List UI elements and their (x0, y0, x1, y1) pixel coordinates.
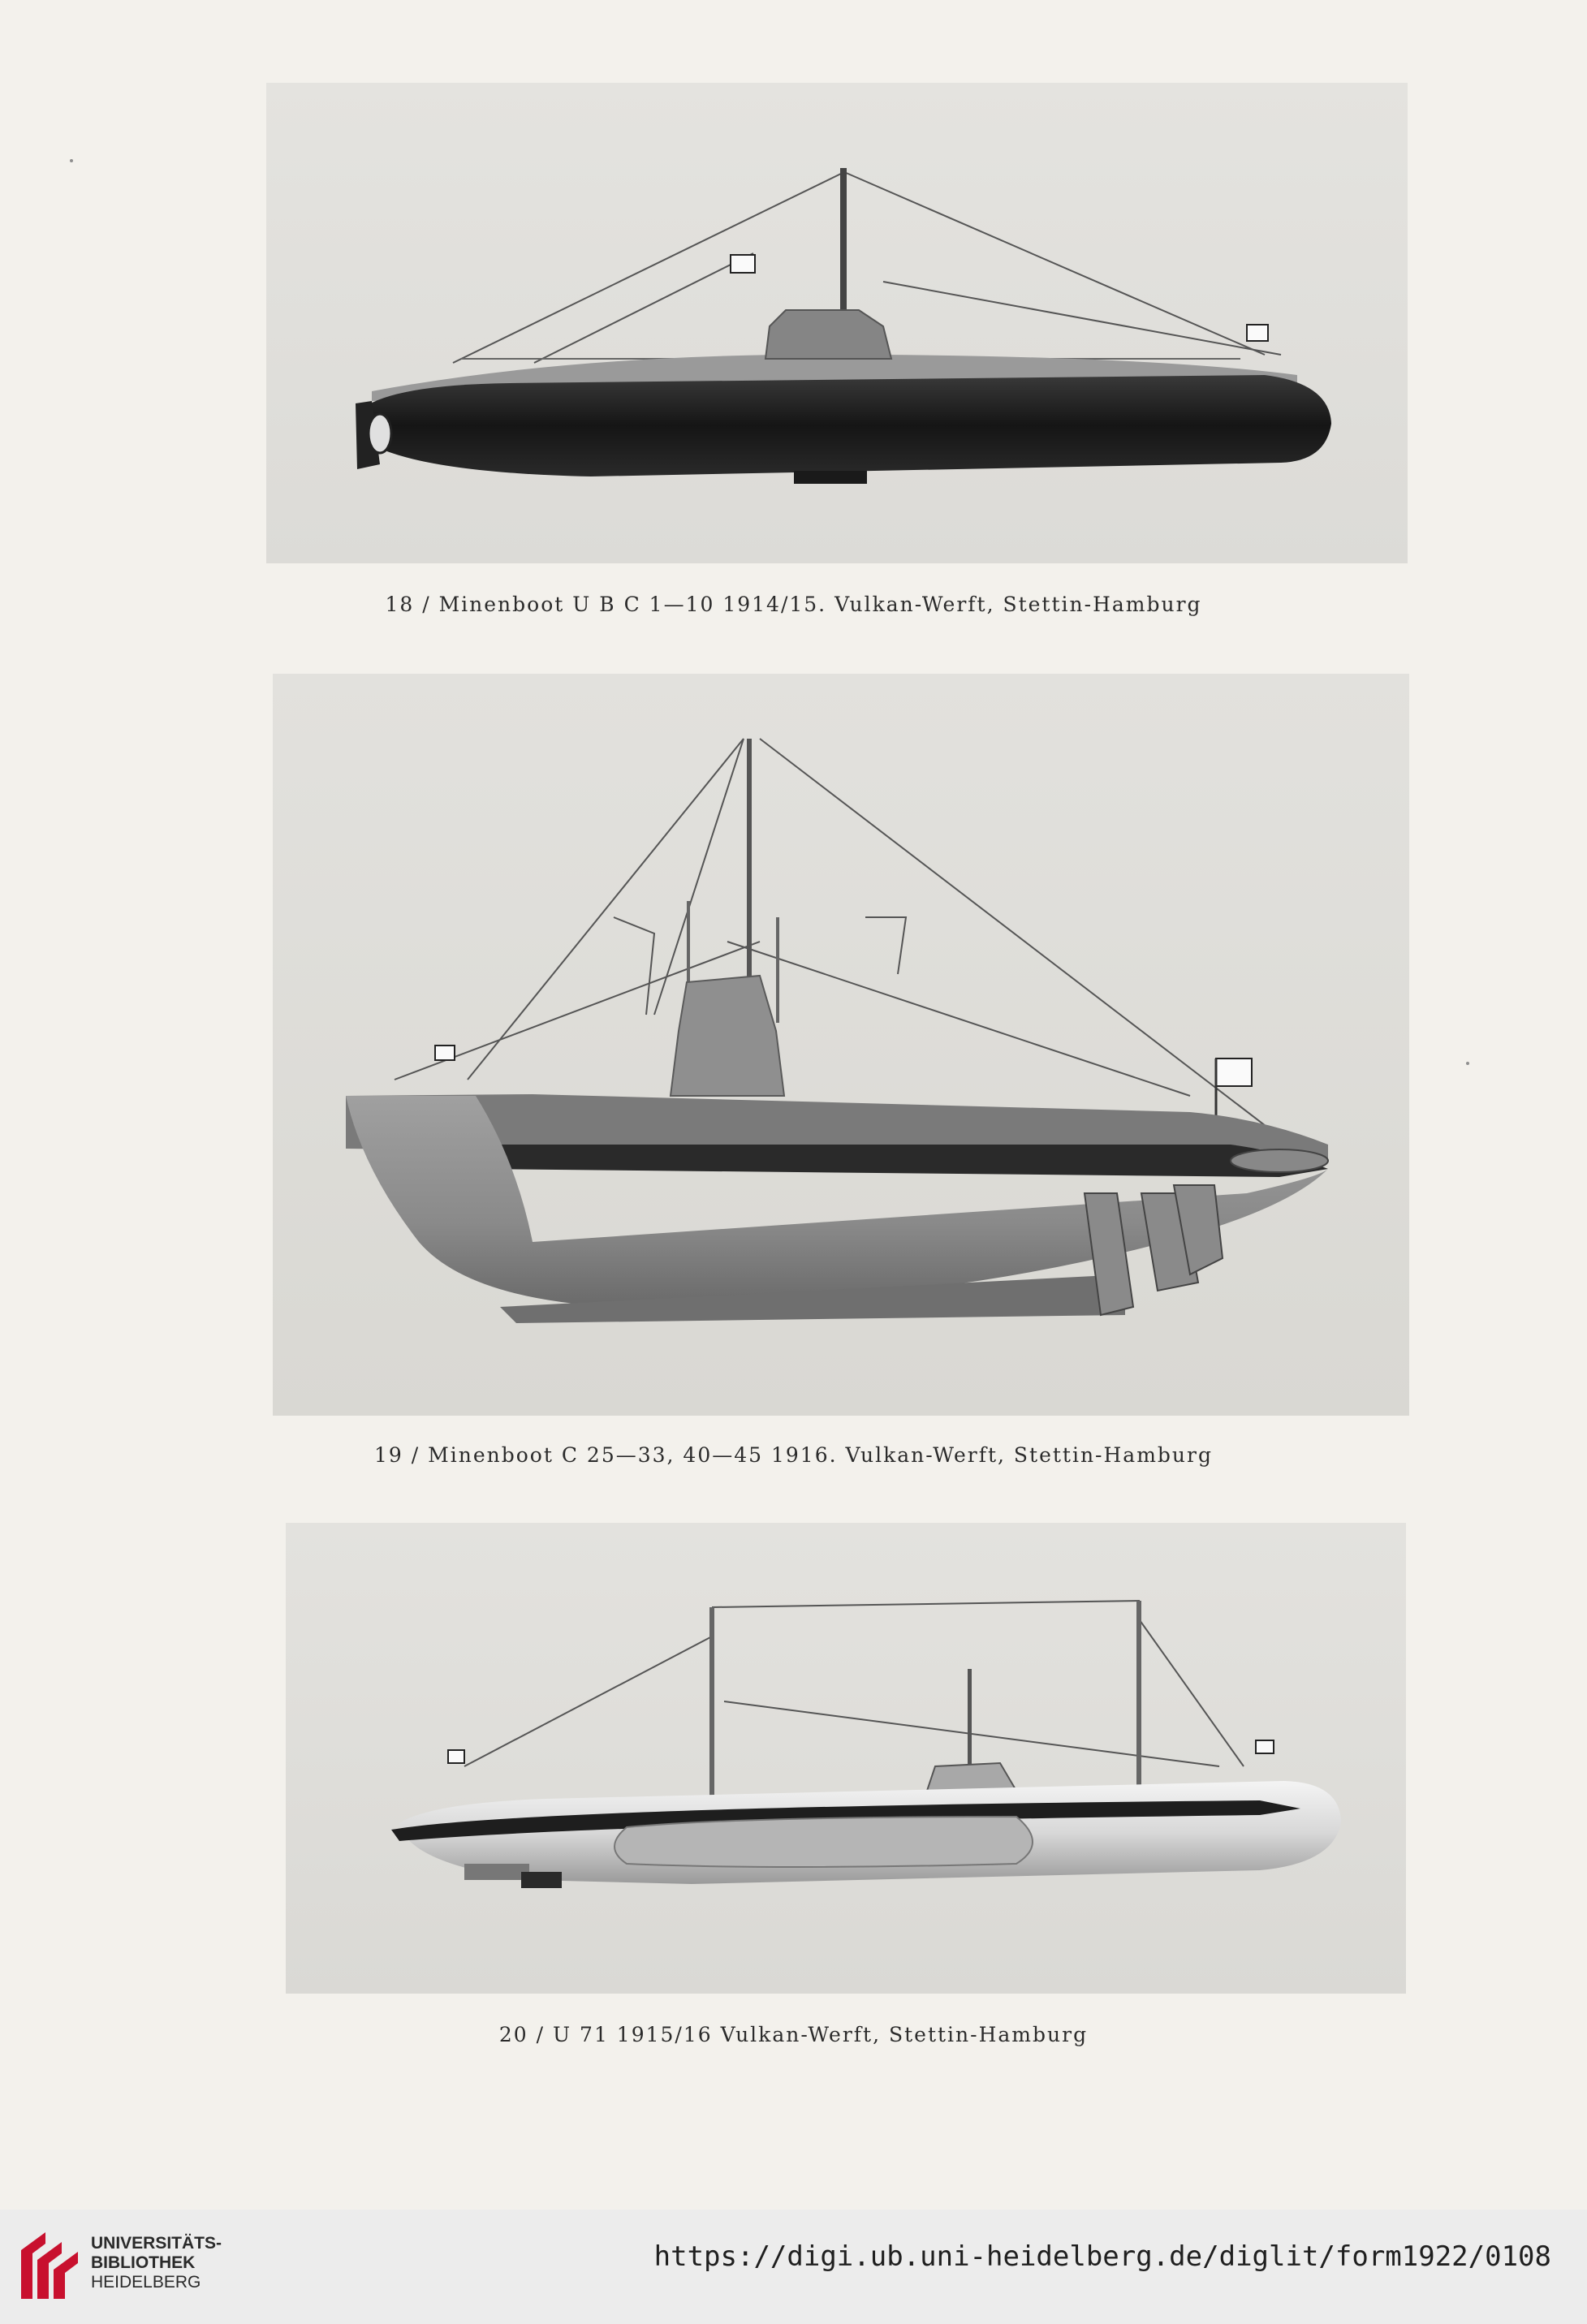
figure-18-photo (266, 83, 1408, 563)
figure-20-photo (286, 1523, 1406, 1994)
mast (709, 1607, 714, 1802)
library-logo-icon (15, 2227, 84, 2305)
library-name-line3: HEIDELBERG (91, 2273, 201, 2292)
scan-speck (1466, 1062, 1469, 1065)
digitization-footer (0, 2210, 1587, 2324)
flag-icon (1256, 1740, 1274, 1753)
permalink-url[interactable]: https://digi.ub.uni-heidelberg.de/diglit/form1922/0108 (653, 2240, 1551, 2273)
flag-icon (1216, 1059, 1252, 1086)
conning-tower (927, 1763, 1016, 1791)
library-name (91, 2234, 222, 2292)
figure-20-caption: 20 / U 71 1915/16 Vulkan-Werft, Stettin-Hamburg (498, 2023, 1089, 2046)
scan-speck (70, 159, 73, 162)
figure-19-photo (273, 674, 1409, 1416)
submarine-c25-illustration (273, 674, 1409, 1416)
hull (364, 375, 1331, 476)
flag-icon (731, 255, 755, 273)
submarine-u71-illustration (286, 1523, 1406, 1994)
figure-19-caption: 19 / Minenboot C 25—33, 40—45 1916. Vulkan-Werft, Stettin-Hamburg (374, 1443, 1213, 1467)
submarine-ubc-illustration (266, 83, 1408, 563)
mast (1136, 1601, 1141, 1787)
flag-icon (1247, 325, 1268, 341)
figure-18-caption: 18 / Minenboot U B C 1—10 1914/15. Vulkan-Werft, Stettin-Hamburg (385, 593, 1202, 616)
library-name-line1: UNIVERSITÄTS- (91, 2234, 222, 2253)
library-name-line2: BIBLIOTHEK (91, 2253, 196, 2272)
